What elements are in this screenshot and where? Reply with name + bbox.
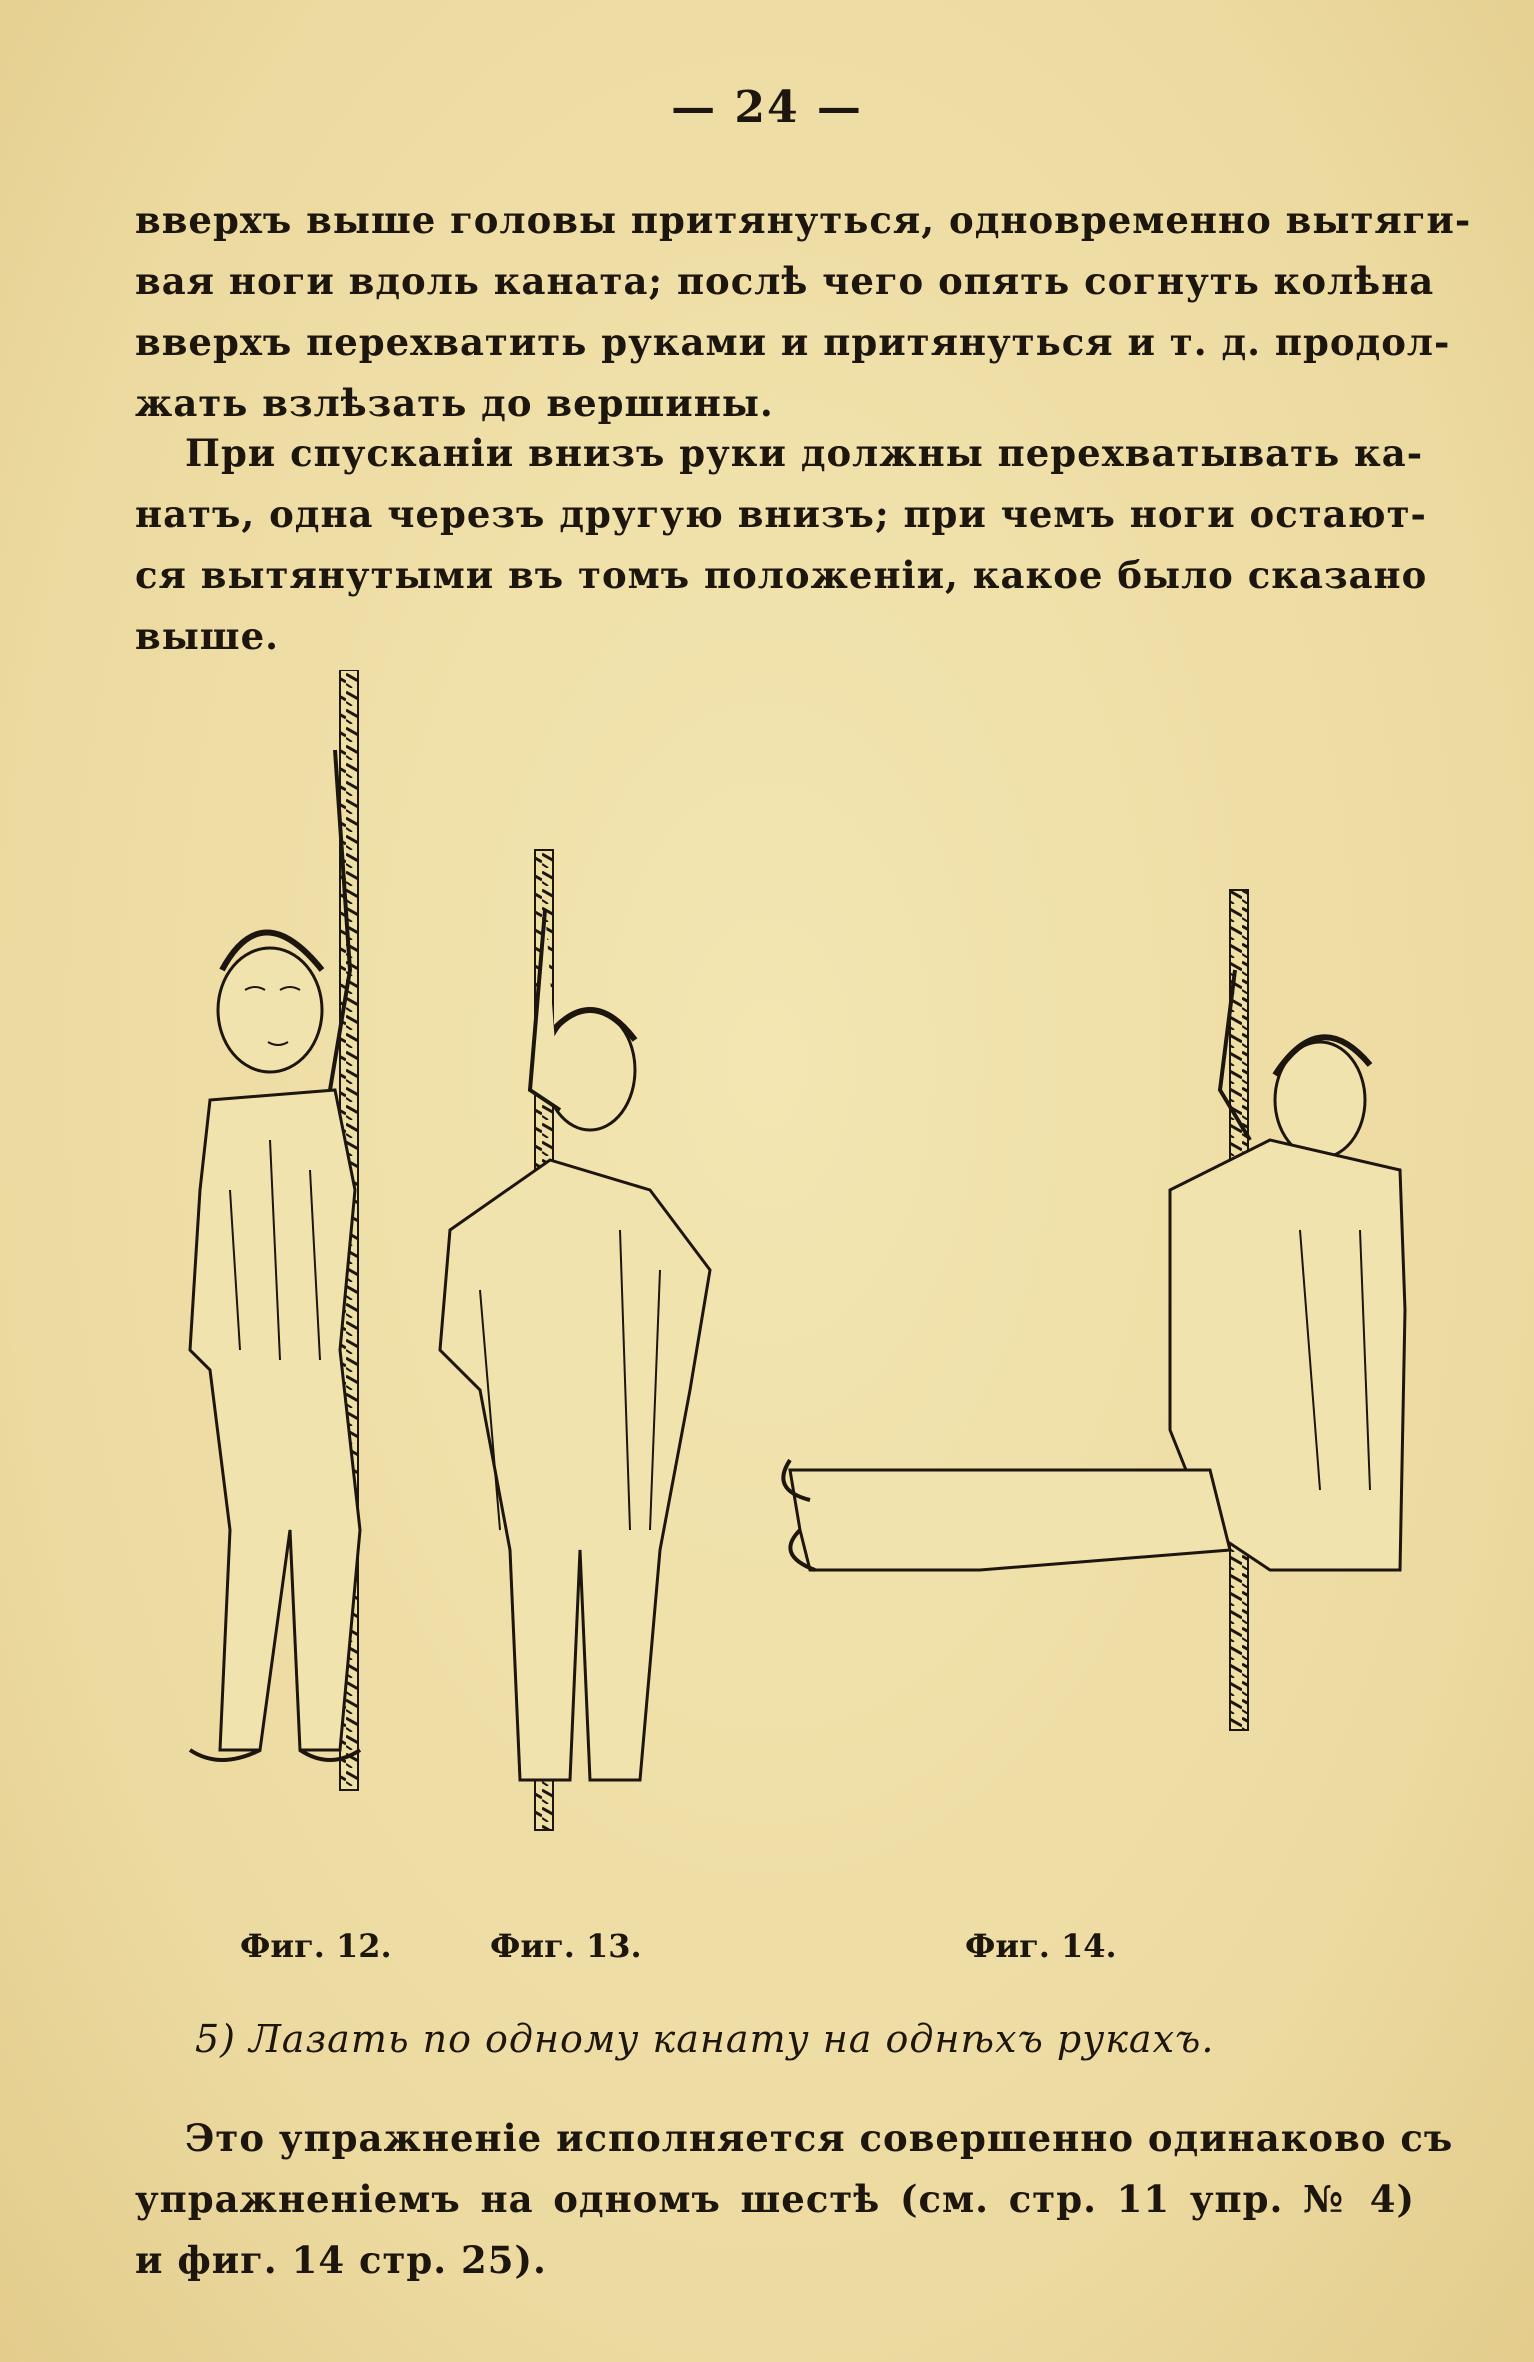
body-13 [440, 1160, 710, 1780]
paragraph-descending [135, 423, 1428, 667]
body-12 [190, 1090, 360, 1750]
legs-14 [790, 1470, 1230, 1570]
paragraph-climbing-up [135, 190, 1472, 434]
text-line: упражненіемъ на одномъ шестѣ (см. стр. 11 упр. № 4) [135, 2177, 1415, 2221]
text-line: вверхъ перехватить руками и притянуться и т. д. продол- [135, 320, 1451, 364]
text-line: вверхъ выше головы притянуться, одновременно вытяги- [135, 198, 1472, 242]
figure-14-drawing [783, 890, 1405, 1730]
text-line: и фиг. 14 стр. 25). [135, 2238, 547, 2282]
text-line: натъ, одна черезъ другую внизъ; при чемъ ноги остают- [135, 492, 1427, 536]
text-line: Это упражненіе исполняется совершенно одинаково съ [185, 2116, 1454, 2160]
text-line: вая ноги вдоль каната; послѣ чего опять согнуть колѣна [135, 259, 1435, 303]
text-line: жать взлѣзать до вершины. [135, 381, 774, 425]
section-heading: 5) Лазать по одному канату на однѣхъ рукахъ. [195, 2017, 1215, 2061]
figure-12-caption: Фиг. 12. [240, 1927, 392, 1965]
figure-12-drawing [190, 670, 360, 1790]
paragraph-exercise-description [135, 2108, 1454, 2291]
text-line: При спусканіи внизъ руки должны перехватывать ка- [185, 431, 1424, 475]
text-line: выше. [135, 614, 279, 658]
rope-climbing-illustration [150, 670, 1420, 1870]
text-line: ся вытянутыми въ томъ положеніи, какое было сказано [135, 553, 1428, 597]
head-12 [218, 948, 322, 1072]
page-number: — 24 — [671, 82, 863, 133]
figure-14-caption: Фиг. 14. [965, 1927, 1117, 1965]
figure-13-drawing [440, 850, 710, 1830]
figure-13-caption: Фиг. 13. [490, 1927, 642, 1965]
